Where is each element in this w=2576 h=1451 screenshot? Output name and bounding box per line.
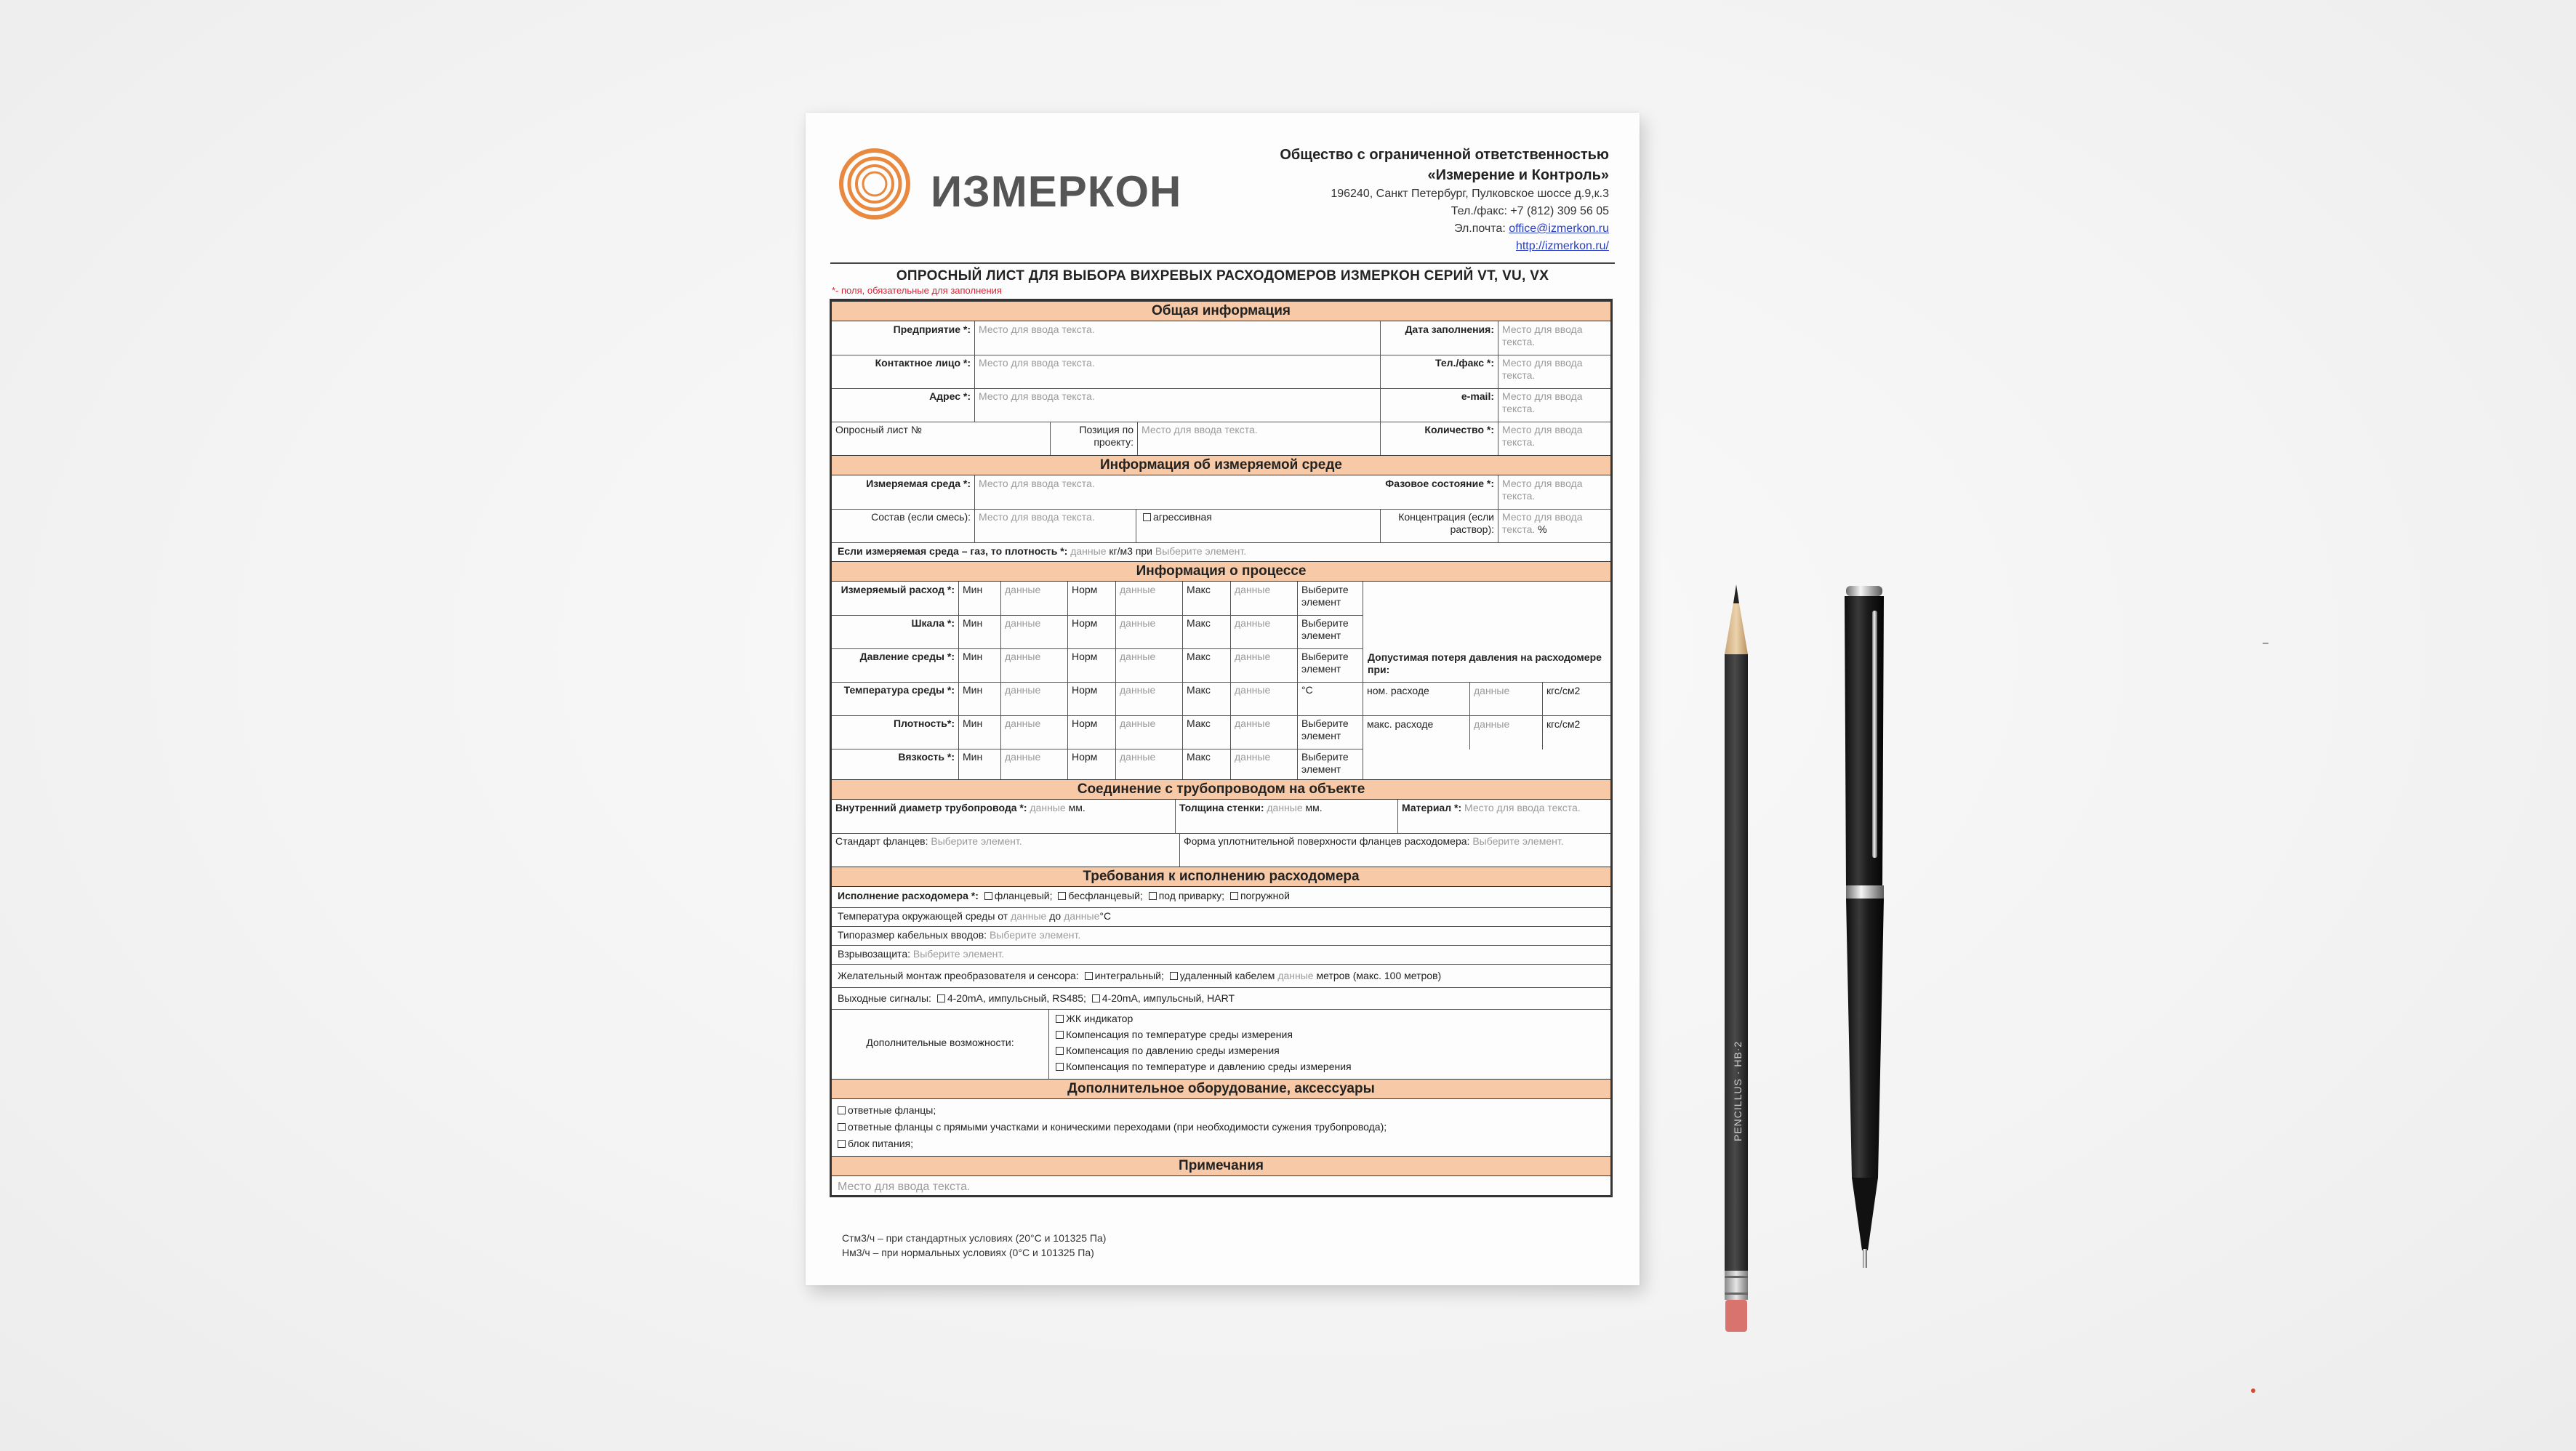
extra-opt-press[interactable]: [1053, 1042, 1607, 1058]
checkbox-integral[interactable]: [1085, 972, 1093, 980]
process-row: [832, 582, 1363, 616]
section-pipe: Соединение с трубопроводом на объекте: [832, 779, 1610, 800]
process-label: Измеряемый расход *:: [840, 584, 955, 595]
questionnaire-sheet: [806, 113, 1640, 1285]
process-row: [832, 615, 1363, 649]
label-max: Макс: [1182, 715, 1230, 749]
label-phone: Тел./факс *:: [1380, 355, 1498, 388]
row-execution: [832, 887, 1610, 908]
label-sheet-no: Опросный лист №: [835, 424, 922, 435]
section-design: Требования к исполнению расходомера: [832, 867, 1610, 887]
company-address: 196240, Санкт Петербург, Пулковское шоссе д.9,к.3: [1331, 188, 1609, 200]
company-phone: Тел./факс: +7 (812) 309 56 05: [1450, 205, 1609, 217]
required-note: *- поля, обязательные для заполнения: [832, 285, 1002, 296]
row-flange: [832, 833, 1610, 867]
process-empty-area: [1363, 582, 1610, 648]
checkbox-welded[interactable]: [1149, 892, 1157, 900]
input-min[interactable]: данные: [1000, 582, 1067, 615]
label-nom: Норм: [1067, 682, 1115, 715]
row-explosion: [832, 945, 1610, 965]
pencil-brand: PENCILLUS: [1732, 1078, 1744, 1141]
label-min: Мин: [958, 648, 1000, 682]
equip-power-label: блок питания;: [848, 1138, 913, 1149]
checkbox-flanged[interactable]: [984, 892, 992, 900]
label-inner-diameter: Внутренний диаметр трубопровода *:: [835, 802, 1027, 813]
row-pipe-diameter: [832, 800, 1610, 834]
label-max: Макс: [1182, 749, 1230, 782]
extra-options: [1048, 1009, 1610, 1079]
label-mount-meters: метров (макс. 100 метров): [1316, 970, 1442, 981]
input-date[interactable]: Место для ввода текста.: [1498, 321, 1610, 355]
checkbox-flanges[interactable]: [838, 1106, 846, 1114]
opt-press-label: Компенсация по давлению среды измерения: [1066, 1045, 1280, 1056]
label-outputs: Выходные сигналы:: [838, 992, 931, 1004]
process-label: Шкала *:: [911, 617, 955, 629]
checkbox-flangeless[interactable]: [1058, 892, 1066, 900]
form-table: [830, 299, 1613, 1197]
label-max: Макс: [1182, 615, 1230, 648]
opt-remote: удаленный кабелем: [1179, 970, 1275, 981]
label-execution: Исполнение расходомера *:: [838, 890, 979, 901]
input-phone[interactable]: Место для ввода текста.: [1498, 355, 1610, 388]
label-email: e-mail:: [1380, 388, 1498, 422]
input-min[interactable]: данные: [1000, 749, 1067, 782]
email-link[interactable]: office@izmerkon.ru: [1509, 222, 1609, 235]
process-label: Вязкость *:: [898, 751, 955, 763]
input-notes[interactable]: Место для ввода текста.: [838, 1181, 971, 1193]
label-max-flow: макс. расходе: [1367, 718, 1434, 730]
concentration-placeholder: Место для ввода текста.: [1502, 511, 1583, 535]
pressure-loss-row-max: [1363, 715, 1610, 749]
mount-line: [838, 969, 1441, 982]
input-email[interactable]: Место для ввода текста.: [1498, 388, 1610, 422]
section-equipment: Дополнительное оборудование, аксессуары: [832, 1079, 1610, 1099]
input-ambient-max[interactable]: данные: [1064, 910, 1100, 922]
execution-line: [838, 889, 1290, 902]
explosion-line: [838, 947, 1004, 960]
site-link[interactable]: http://izmerkon.ru/: [1515, 240, 1609, 252]
label-nom: Норм: [1067, 615, 1115, 648]
process-row: [832, 715, 1363, 749]
input-min[interactable]: данные: [1000, 615, 1067, 648]
equip-flanges-straight-label: ответные фланцы с прямыми участками и коническими переходами (при необходимости сужения трубопровода);: [848, 1121, 1387, 1133]
label-flange-std: Стандарт фланцев:: [835, 835, 928, 847]
label-seal-form: Форма уплотнительной поверхности фланцев расходомера:: [1184, 835, 1470, 847]
input-inner-diameter[interactable]: данные: [1030, 802, 1066, 813]
label-ambient-to: до: [1049, 910, 1062, 922]
equip-item-flanges[interactable]: [835, 1102, 1387, 1119]
pencil-label: [1732, 1040, 1746, 1141]
label-nom: Норм: [1067, 648, 1115, 682]
input-position[interactable]: Место для ввода текста.: [1137, 422, 1380, 455]
label-min: Мин: [958, 582, 1000, 615]
company-email-row: [1280, 220, 1609, 238]
label-wall: Толщина стенки:: [1179, 802, 1264, 813]
input-min[interactable]: данные: [1000, 648, 1067, 682]
row-mount: [832, 964, 1610, 988]
extra-opt-temp[interactable]: [1053, 1026, 1607, 1042]
process-label: Температура среды *:: [843, 684, 955, 696]
company-info: [1280, 145, 1609, 255]
select-unit[interactable]: Выберите элемент: [1297, 648, 1368, 682]
label-nom: Норм: [1067, 715, 1115, 749]
row-medium: [832, 475, 1610, 510]
label-max: Макс: [1182, 582, 1230, 615]
ambient-line: [838, 909, 1111, 923]
opt-out-rs485: 4-20mA, импульсный, RS485;: [947, 992, 1086, 1004]
unit-ambient: °С: [1099, 910, 1112, 922]
pressure-loss-row-nom: [1363, 682, 1610, 716]
checkbox-press-comp[interactable]: [1056, 1047, 1064, 1055]
label-contact: Контактное лицо *:: [875, 357, 971, 369]
input-loss-nom[interactable]: данные: [1469, 683, 1542, 716]
input-enterprise[interactable]: Место для ввода текста.: [974, 321, 1380, 355]
opt-lcd-label: ЖК индикатор: [1066, 1013, 1133, 1024]
select-unit[interactable]: Выберите элемент: [1297, 749, 1368, 782]
section-process: Информация о процессе: [832, 561, 1610, 582]
ink-dot: [2251, 1388, 2255, 1393]
label-quantity: Количество *:: [1380, 422, 1498, 455]
label-address: Адрес *:: [929, 390, 971, 402]
unit-kgf: кгс/см2: [1542, 683, 1610, 716]
checkbox-flanges-straight[interactable]: [838, 1123, 846, 1131]
section-general: Общая информация: [832, 301, 1610, 321]
cable-line: [838, 928, 1080, 941]
opt-insertion: погружной: [1240, 890, 1290, 901]
checkbox-out-hart[interactable]: [1092, 994, 1100, 1002]
row-address: [832, 388, 1610, 422]
row-composition: [832, 509, 1610, 543]
label-enterprise: Предприятие *:: [893, 323, 971, 335]
footnote-std: Стм3/ч – при стандартных условиях (20°С и 101325 Па): [842, 1232, 1107, 1244]
opt-flanged: фланцевый;: [994, 890, 1053, 901]
input-min[interactable]: данные: [1000, 715, 1067, 749]
pencil-grade: · HB·2: [1732, 1040, 1744, 1075]
label-min: Мин: [958, 749, 1000, 782]
input-contact[interactable]: Место для ввода текста.: [974, 355, 1380, 388]
footnote-norm: Нм3/ч – при нормальных условиях (0°С и 101325 Па): [842, 1247, 1094, 1258]
select-flange-std[interactable]: Выберите элемент.: [931, 835, 1022, 847]
checkbox-temp-comp[interactable]: [1056, 1031, 1064, 1039]
opt-integral: интегральный;: [1094, 970, 1164, 981]
row-contact: [832, 355, 1610, 389]
process-row: [832, 749, 1363, 783]
label-medium: Измеряемая среда *:: [866, 478, 971, 489]
material-cell: [1397, 800, 1610, 833]
input-composition[interactable]: Место для ввода текста.: [974, 509, 1136, 542]
percent-sign: %: [1538, 523, 1547, 535]
input-loss-max[interactable]: данные: [1469, 716, 1542, 749]
label-extra: Дополнительные возможности:: [866, 1037, 1014, 1048]
row-cable: [832, 926, 1610, 946]
label-explosion: Взрывозащита:: [838, 948, 910, 960]
checkbox-power[interactable]: [838, 1140, 846, 1148]
input-medium[interactable]: Место для ввода текста.: [974, 475, 1380, 509]
label-gas-density: Если измеряемая среда – газ, то плотность *:: [838, 545, 1068, 557]
pen: [1836, 582, 1894, 1272]
process-label: Плотность*:: [893, 718, 955, 729]
input-ambient-min[interactable]: данные: [1011, 910, 1047, 922]
checkbox-out-rs485[interactable]: [937, 994, 945, 1002]
input-address[interactable]: Место для ввода текста.: [974, 388, 1380, 422]
label-min: Мин: [958, 715, 1000, 749]
logo-rings-icon: [838, 148, 911, 220]
checkbox-both-comp[interactable]: [1056, 1063, 1064, 1071]
opt-out-hart: 4-20mA, импульсный, HART: [1102, 992, 1235, 1004]
checkbox-aggressive[interactable]: [1143, 513, 1151, 521]
label-min: Мин: [958, 682, 1000, 715]
input-max[interactable]: данные: [1230, 615, 1297, 648]
row-outputs: [832, 987, 1610, 1010]
equipment-list: [835, 1102, 1387, 1152]
seal-form-cell: [1179, 833, 1610, 867]
label-ambient: Температура окружающей среды от: [838, 910, 1008, 922]
brand-name: ИЗМЕРКОН: [931, 167, 1182, 216]
row-equipment: [832, 1099, 1610, 1156]
label-position: Позиция по проекту:: [1050, 422, 1137, 455]
process-row: [832, 682, 1363, 716]
opt-flangeless: бесфланцевый;: [1068, 890, 1143, 901]
email-label: Эл.почта:: [1453, 222, 1506, 235]
section-medium: Информация об измеряемой среде: [832, 455, 1610, 475]
label-material: Материал *:: [1402, 802, 1462, 813]
input-concentration[interactable]: [1498, 509, 1610, 542]
aggressive-option[interactable]: [1136, 509, 1380, 542]
label-concentration: Концентрация (если раствор):: [1380, 509, 1498, 542]
label-nom: Норм: [1067, 749, 1115, 782]
label-mount: Желательный монтаж преобразователя и сенсора:: [838, 970, 1079, 981]
row-enterprise: [832, 321, 1610, 355]
label-max: Макс: [1182, 648, 1230, 682]
input-nom[interactable]: данные: [1115, 648, 1182, 682]
checkbox-lcd[interactable]: [1056, 1015, 1064, 1023]
unit-mm: мм.: [1068, 802, 1086, 813]
section-notes: Примечания: [832, 1156, 1610, 1176]
label-pressure-loss: Допустимая потеря давления на расходомере при:: [1368, 651, 1602, 675]
pipe-diameter-cell: [832, 800, 1175, 833]
footnotes: [842, 1231, 1106, 1260]
input-material[interactable]: Место для ввода текста.: [1464, 802, 1581, 813]
input-quantity[interactable]: Место для ввода текста.: [1498, 422, 1610, 455]
select-seal-form[interactable]: Выберите элемент.: [1472, 835, 1564, 847]
flange-std-cell: [832, 833, 1179, 867]
label-composition: Состав (если смесь):: [871, 511, 971, 523]
input-max[interactable]: данные: [1230, 648, 1297, 682]
input-gas-density[interactable]: данные: [1070, 545, 1107, 557]
row-gas-density: [832, 542, 1610, 562]
row-ambient: [832, 907, 1610, 927]
label-max: Макс: [1182, 682, 1230, 715]
input-nom[interactable]: данные: [1115, 749, 1182, 782]
select-density-conditions[interactable]: Выберите элемент.: [1155, 545, 1247, 557]
extra-opt-lcd[interactable]: [1053, 1010, 1607, 1026]
input-max[interactable]: данные: [1230, 582, 1297, 615]
opt-temp-label: Компенсация по температуре среды измерения: [1066, 1029, 1293, 1040]
unit-density: кг/м3 при: [1109, 545, 1152, 557]
input-min[interactable]: данные: [1000, 682, 1067, 715]
process-row: [832, 648, 1363, 683]
equip-flanges-label: ответные фланцы;: [848, 1104, 936, 1116]
company-logo: [838, 148, 1180, 228]
input-wall[interactable]: данные: [1267, 802, 1303, 813]
unit-celsius: °С: [1297, 682, 1368, 715]
equip-item-flanges-straight[interactable]: [835, 1119, 1387, 1136]
dust-mark: [2263, 643, 2268, 644]
process-label: Давление среды *:: [859, 651, 955, 662]
unit-mm-wall: мм.: [1305, 802, 1323, 813]
input-nom[interactable]: данные: [1115, 682, 1182, 715]
pressure-loss-block: [1363, 648, 1610, 782]
input-cable-length[interactable]: данные: [1277, 970, 1314, 981]
pencil: [1723, 582, 1749, 1338]
select-unit[interactable]: Выберите элемент: [1297, 582, 1368, 615]
document-title: ОПРОСНЫЙ ЛИСТ ДЛЯ ВЫБОРА ВИХРЕВЫХ РАСХОДОМЕРОВ ИЗМЕРКОН СЕРИЙ VT, VU, VX: [830, 262, 1615, 284]
input-nom[interactable]: данные: [1115, 715, 1182, 749]
input-max[interactable]: данные: [1230, 682, 1297, 715]
select-cable-glands[interactable]: Выберите элемент.: [989, 929, 1081, 941]
label-cable-glands: Типоразмер кабельных вводов:: [838, 929, 987, 941]
aggressive-label: агрессивная: [1153, 511, 1212, 523]
input-max[interactable]: данные: [1230, 749, 1297, 782]
select-unit[interactable]: Выберите элемент: [1297, 715, 1368, 749]
unit-kgf: кгс/см2: [1542, 716, 1610, 749]
select-explosion[interactable]: Выберите элемент.: [912, 948, 1005, 960]
input-phase[interactable]: Место для ввода текста.: [1498, 475, 1610, 509]
label-date: Дата заполнения:: [1380, 321, 1498, 355]
label-nom-flow: ном. расходе: [1367, 685, 1429, 696]
opt-both-label: Компенсация по температуре и давлению среды измерения: [1066, 1061, 1352, 1072]
checkbox-remote[interactable]: [1170, 972, 1178, 980]
wall-cell: [1175, 800, 1397, 833]
row-extra: [832, 1009, 1610, 1080]
input-nom[interactable]: данные: [1115, 582, 1182, 615]
company-line1: Общество с ограниченной ответственностью: [1280, 147, 1609, 163]
label-phase: Фазовое состояние *:: [1385, 478, 1494, 489]
select-unit[interactable]: Выберите элемент: [1297, 615, 1368, 648]
outputs-line: [838, 992, 1235, 1005]
company-line2: «Измерение и Контроль»: [1427, 167, 1609, 183]
label-nom: Норм: [1067, 582, 1115, 615]
label-min: Мин: [958, 615, 1000, 648]
opt-welded: под приварку;: [1158, 890, 1225, 901]
checkbox-insertion[interactable]: [1230, 892, 1238, 900]
extra-opt-both[interactable]: [1053, 1058, 1607, 1074]
equip-item-power[interactable]: [835, 1136, 1387, 1152]
input-max[interactable]: данные: [1230, 715, 1297, 749]
row-sheet: [832, 422, 1610, 456]
gas-density-line: [838, 544, 1246, 558]
input-nom[interactable]: данные: [1115, 615, 1182, 648]
